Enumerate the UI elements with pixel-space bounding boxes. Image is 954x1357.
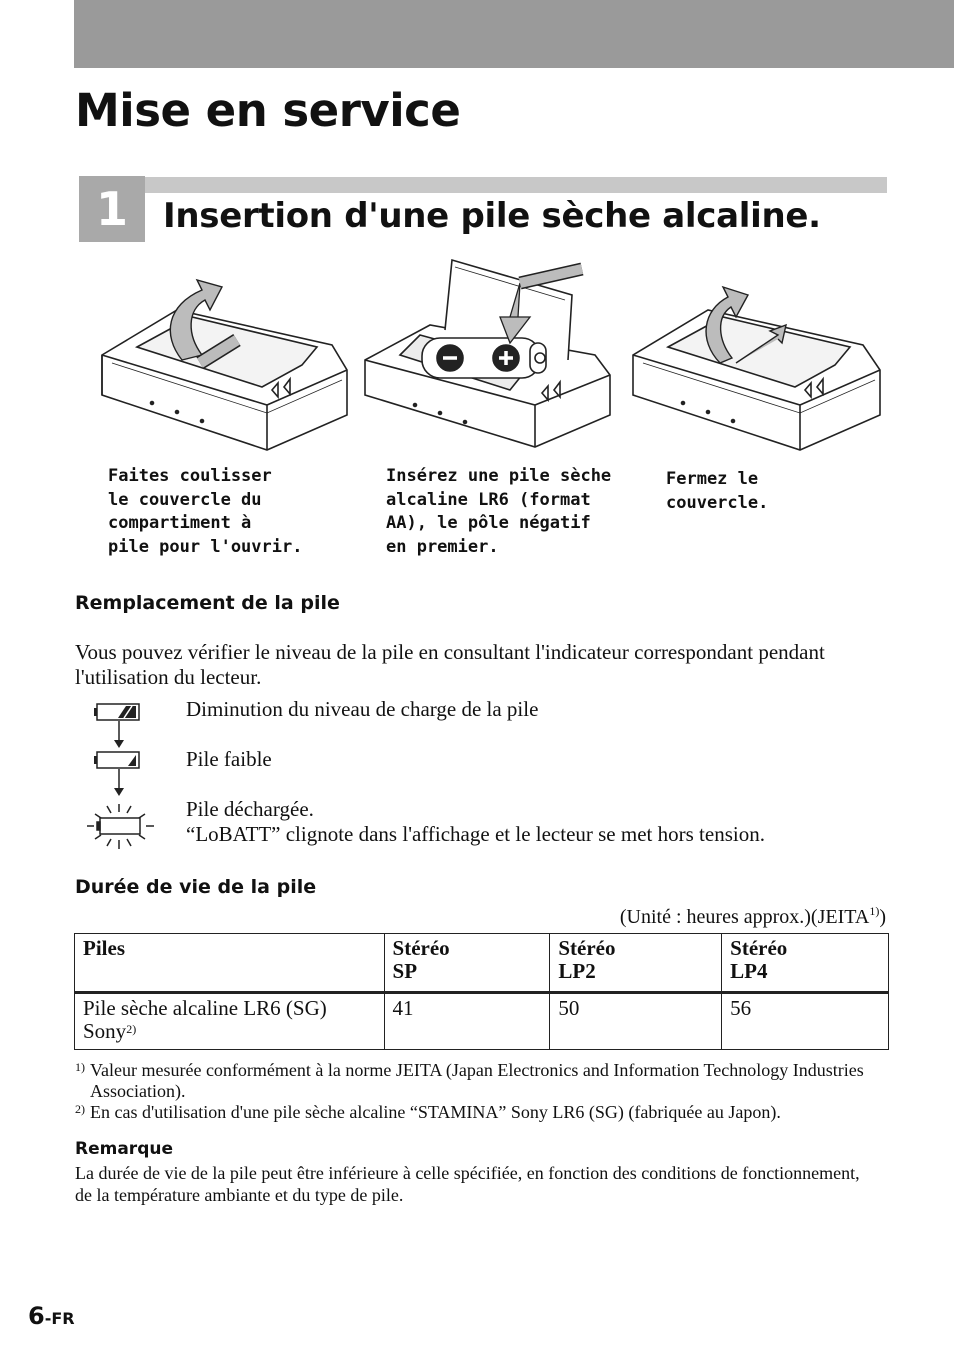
table-header-row	[75, 934, 889, 993]
battery-level-3-text: Pile déchargée.	[186, 797, 314, 821]
replacement-heading: Remplacement de la pile	[75, 592, 340, 614]
caption-insert-battery: Insérez une pile sèche alcaline LR6 (format AA), le pôle négatif en premier.	[386, 466, 612, 557]
battery-half-icon	[94, 704, 139, 720]
life-heading: Durée de vie de la pile	[75, 876, 317, 898]
illustration-close-lid	[628, 255, 888, 455]
page-number: 6-FR	[28, 1302, 75, 1330]
table-header-cell: Stéréo LP4	[722, 934, 889, 993]
battery-level-3-note: “LoBATT” clignote dans l'affichage et le lecteur se met hors tension.	[186, 822, 765, 846]
table-cell: 41	[384, 993, 550, 1050]
page-title: Mise en service	[75, 84, 461, 137]
battery-level-1-text: Diminution du niveau de charge de la pile	[186, 697, 539, 721]
header-band	[74, 0, 954, 68]
battery-life-table	[74, 933, 889, 1050]
table-cell-label: Pile sèche alcaline LR6 (SG) Sony$^{2)}$	[75, 993, 385, 1050]
caption-close-lid: Fermez le couvercle.	[666, 469, 769, 513]
footnote-1: 1) Valeur mesurée conformément à la norme JEITA (Japan Electronics and Information Technology Industries Association).	[75, 1060, 864, 1101]
table-header-cell: Stéréo SP	[384, 934, 550, 993]
step-band	[145, 177, 887, 193]
table-row	[75, 993, 889, 1050]
remark-text: La durée de vie de la pile peut être inférieure à celle spécifiée, en fonction des conditions de fonctionnement, de la température ambiante et du type de pile.	[75, 1163, 860, 1205]
step-title: Insertion d'une pile sèche alcaline.	[163, 196, 821, 236]
table-cell: 50	[550, 993, 722, 1050]
replacement-intro: Vous pouvez vérifier le niveau de la pile en consultant l'indicateur correspondant pendant l'utilisation du lecteur.	[75, 640, 825, 689]
table-header-cell: Piles	[75, 934, 385, 993]
caption-open-lid: Faites coulisser le couvercle du compartiment à pile pour l'ouvrir.	[108, 466, 303, 557]
table-cell: 56	[722, 993, 889, 1050]
step-number-badge: 1	[79, 176, 145, 242]
battery-level-2-text: Pile faible	[186, 747, 272, 771]
battery-low-icon	[94, 752, 139, 768]
remark-heading: Remarque	[75, 1139, 173, 1159]
unit-note: (Unité : heures approx.)(JEITA$^{1)}$)	[619, 904, 886, 928]
battery-empty-flashing-icon	[87, 804, 154, 849]
illustration-insert-battery	[360, 255, 615, 455]
footnote-2: 2) En cas d'utilisation d'une pile sèche alcaline “STAMINA” Sony LR6 (SG) (fabriquée au Japon).	[75, 1102, 781, 1122]
table-header-cell: Stéréo LP2	[550, 934, 722, 993]
battery-level-sequence	[84, 700, 154, 860]
illustration-open-lid	[92, 255, 352, 455]
